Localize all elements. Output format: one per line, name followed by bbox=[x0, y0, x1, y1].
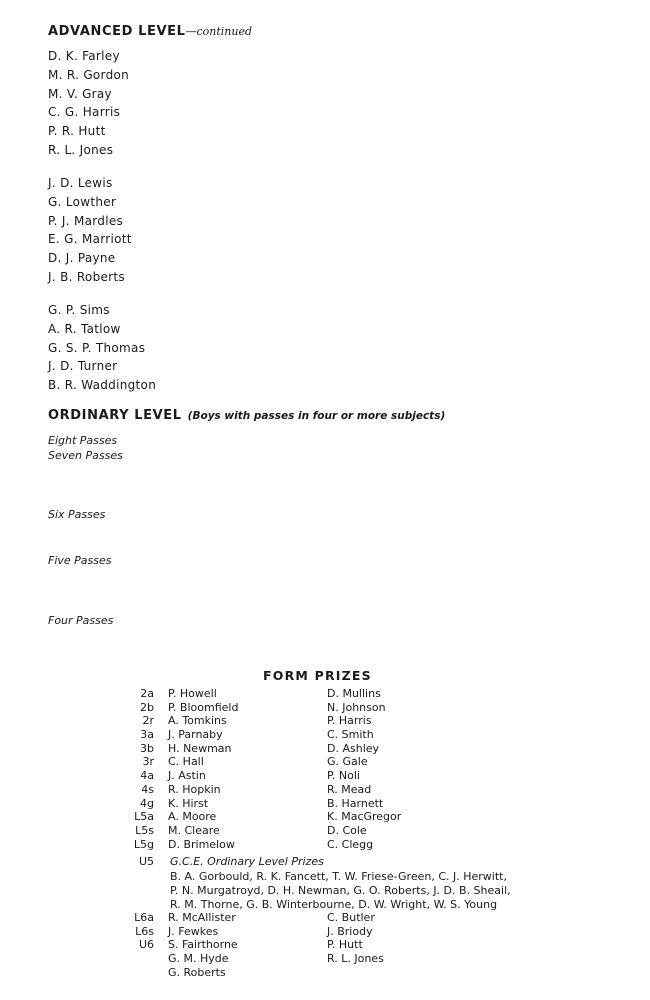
first-prize-winner: H. Newman bbox=[168, 741, 232, 755]
list-item: R. L. Jones bbox=[48, 142, 114, 157]
list-item: E. G. Marriott bbox=[48, 232, 132, 247]
gce-prizes-title: G.C.E. Ordinary Level Prizes bbox=[170, 855, 324, 868]
list-item: B. A. Gorbould, R. K. Fancett, T. W. Friese-Green, C. J. Herwitt, bbox=[170, 870, 507, 883]
form-prizes-list bbox=[0, 687, 650, 851]
first-prize-winner: J. Fewkes bbox=[168, 924, 219, 938]
table-row bbox=[0, 925, 650, 939]
ordinary-level-heading bbox=[48, 408, 445, 423]
table-row bbox=[0, 769, 650, 783]
list-item: M. V. Gray bbox=[48, 86, 112, 101]
second-prize-winner: K. MacGregor bbox=[327, 810, 402, 824]
second-prize-winner: D. Mullins bbox=[327, 687, 381, 700]
form-prizes-heading: FORM PRIZES bbox=[263, 668, 372, 683]
first-prize-winner: G. Roberts bbox=[168, 965, 226, 979]
table-row bbox=[0, 687, 650, 701]
list-item: G. P. Sims bbox=[48, 303, 110, 317]
gce-prize-winners bbox=[170, 870, 590, 912]
first-prize-winner: G. M. Hyde bbox=[168, 952, 229, 966]
table-row bbox=[0, 838, 650, 852]
first-prize-winner: S. Fairthorne bbox=[168, 938, 238, 952]
second-prize-winner: N. Johnson bbox=[327, 700, 386, 714]
advanced-name-group-2 bbox=[48, 174, 132, 287]
second-prize-winner: C. Clegg bbox=[327, 837, 374, 851]
first-prize-winner: J. Astin bbox=[168, 769, 206, 783]
five-passes-label: Five Passes bbox=[48, 554, 112, 567]
advanced-name-group-1 bbox=[48, 47, 129, 160]
first-prize-winner: M. Cleare bbox=[168, 823, 220, 837]
table-row bbox=[0, 783, 650, 797]
six-passes-label: Six Passes bbox=[48, 508, 106, 521]
table-row bbox=[0, 966, 650, 980]
second-prize-winner: G. Gale bbox=[327, 755, 368, 769]
second-prize-winner: R. Mead bbox=[327, 782, 372, 796]
second-prize-winner: B. Harnett bbox=[327, 796, 384, 810]
second-prize-winner: C. Butler bbox=[327, 911, 375, 924]
table-row bbox=[0, 938, 650, 952]
list-item: P. J. Mardles bbox=[48, 213, 124, 228]
eight-passes-label: Eight Passes bbox=[48, 434, 118, 447]
second-prize-winner: P. Hutt bbox=[327, 938, 363, 952]
second-prize-winner: C. Smith bbox=[327, 728, 374, 742]
second-prize-winner: D. Ashley bbox=[327, 741, 380, 755]
form-code: 2a bbox=[140, 687, 154, 700]
table-row bbox=[0, 728, 650, 742]
table-row bbox=[0, 824, 650, 838]
form-code: 3b bbox=[140, 741, 154, 755]
first-prize-winner: R. Hopkin bbox=[168, 782, 221, 796]
form-code: U5 bbox=[138, 855, 154, 868]
form-code: 3a bbox=[140, 728, 154, 742]
first-prize-winner: D. Brimelow bbox=[168, 837, 235, 851]
form-code: L5a bbox=[134, 810, 154, 824]
form-code: U6 bbox=[138, 938, 154, 952]
second-prize-winner: P. Harris bbox=[327, 714, 372, 728]
table-row bbox=[0, 714, 650, 728]
form-code: L6s bbox=[135, 924, 154, 938]
list-item: G. S. P. Thomas bbox=[48, 340, 146, 355]
first-prize-winner: J. Parnaby bbox=[168, 728, 223, 742]
list-item: J. B. Roberts bbox=[48, 269, 125, 284]
list-item: R. M. Thorne, G. B. Winterbourne, D. W. Wright, W. S. Young bbox=[170, 898, 498, 911]
list-item: G. Lowther bbox=[48, 194, 117, 209]
ordinary-level-title: ORDINARY LEVEL bbox=[48, 408, 182, 423]
list-item: B. R. Waddington bbox=[48, 378, 157, 393]
list-item: P. R. Hutt bbox=[48, 124, 106, 139]
list-item: C. G. Harris bbox=[48, 105, 121, 120]
sixth-form-prizes-list bbox=[0, 911, 650, 979]
form-code: L5s bbox=[135, 823, 154, 837]
form-code: 4g bbox=[140, 796, 154, 810]
list-item: D. K. Farley bbox=[48, 49, 120, 63]
table-row bbox=[0, 742, 650, 756]
form-code: 3r bbox=[142, 755, 154, 769]
list-item: P. N. Murgatroyd, D. H. Newman, G. O. Roberts, J. D. B. Sheail, bbox=[170, 884, 511, 897]
first-prize-winner: C. Hall bbox=[168, 755, 204, 769]
form-code: 2r bbox=[142, 714, 154, 728]
list-item: A. R. Tatlow bbox=[48, 321, 121, 336]
second-prize-winner: D. Cole bbox=[327, 823, 367, 837]
advanced-level-title: ADVANCED LEVEL bbox=[48, 24, 186, 39]
continued-label: —continued bbox=[185, 25, 253, 38]
first-prize-winner: K. Hirst bbox=[168, 796, 209, 810]
form-code: L5g bbox=[133, 837, 154, 851]
list-item: J. D. Turner bbox=[48, 359, 118, 374]
four-passes-label: Four Passes bbox=[48, 614, 114, 627]
second-prize-winner: R. L. Jones bbox=[327, 952, 384, 966]
form-code: L6a bbox=[134, 911, 154, 924]
form-code: 2b bbox=[140, 700, 154, 714]
ordinary-level-note: (Boys with passes in four or more subjects) bbox=[187, 410, 446, 422]
seven-passes-label: Seven Passes bbox=[48, 449, 123, 462]
advanced-level-heading bbox=[48, 24, 252, 39]
second-prize-winner: J. Briody bbox=[327, 924, 373, 938]
table-row bbox=[0, 755, 650, 769]
list-item: D. J. Payne bbox=[48, 251, 116, 266]
form-code: 4s bbox=[141, 782, 154, 796]
table-row bbox=[0, 810, 650, 824]
form-code: 4a bbox=[140, 769, 154, 783]
first-prize-winner: A. Tomkins bbox=[168, 714, 227, 728]
second-prize-winner: P. Noli bbox=[327, 769, 360, 783]
first-prize-winner: P. Howell bbox=[168, 687, 217, 700]
list-item: J. D. Lewis bbox=[48, 176, 113, 190]
advanced-name-group-3 bbox=[48, 301, 156, 395]
table-row bbox=[0, 701, 650, 715]
table-row bbox=[0, 952, 650, 966]
first-prize-winner: A. Moore bbox=[168, 810, 217, 824]
table-row bbox=[0, 797, 650, 811]
first-prize-winner: P. Bloomfield bbox=[168, 700, 239, 714]
table-row bbox=[0, 911, 650, 925]
list-item: M. R. Gordon bbox=[48, 67, 130, 82]
first-prize-winner: R. McAllister bbox=[168, 911, 236, 924]
